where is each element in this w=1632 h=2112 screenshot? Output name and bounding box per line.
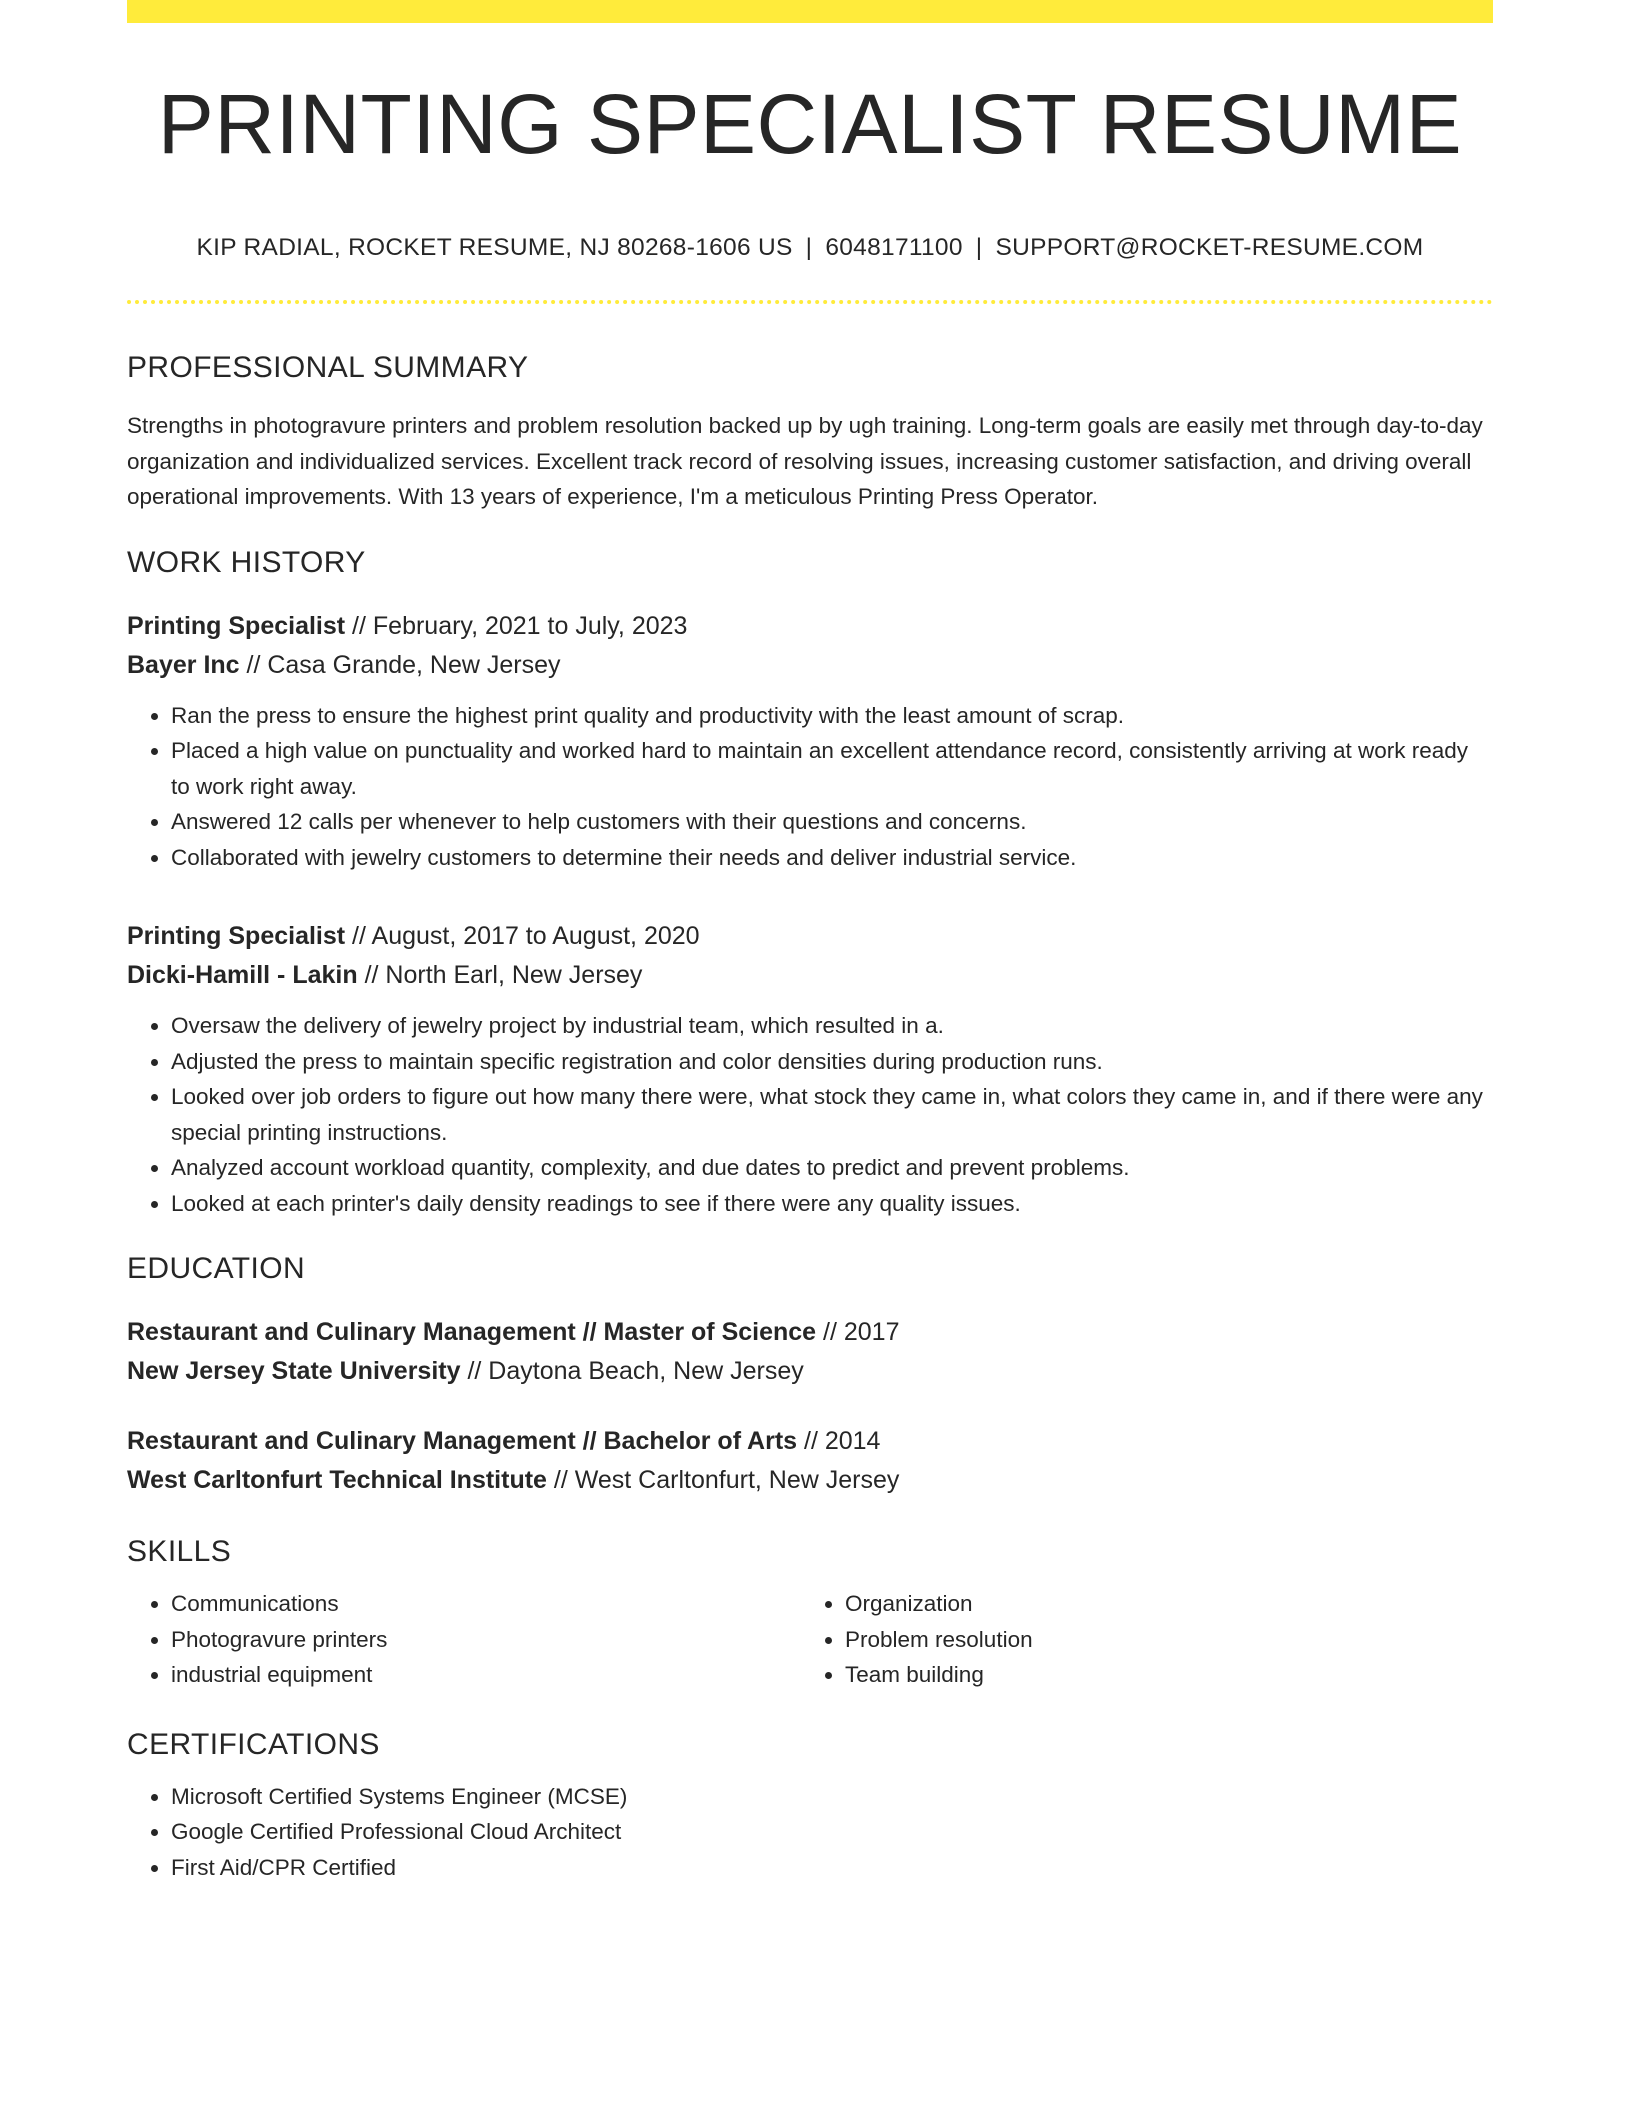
education-school: New Jersey State University: [127, 1357, 461, 1385]
skill-item: • industrial equipment: [171, 1657, 801, 1693]
job-title-line: [127, 917, 1493, 956]
education-degree: Restaurant and Culinary Management // Bachelor of Arts: [127, 1427, 798, 1455]
job-bullets: [127, 1008, 1493, 1221]
contact-separator: |: [975, 234, 983, 261]
job-company: Dicki-Hamill - Lakin: [127, 961, 358, 989]
skill-item: • Team building: [845, 1657, 1475, 1693]
education-entry: [127, 1313, 1493, 1391]
education-school: West Carltonfurt Technical Institute: [127, 1466, 547, 1494]
job-bullet: • Ran the press to ensure the highest print quality and productivity with the least amount of scrap.: [171, 698, 1493, 734]
contact-phone: 6048171100: [825, 234, 963, 261]
job-company-line: [127, 646, 1493, 685]
skill-item: • Organization: [845, 1586, 1475, 1622]
education-location: // West Carltonfurt, New Jersey: [546, 1466, 900, 1494]
education-degree-line: [127, 1313, 1493, 1352]
contact-address: KIP RADIAL, ROCKET RESUME, NJ 80268-1606 US: [196, 234, 793, 261]
job-title-line: [127, 607, 1493, 646]
job-company-line: [127, 956, 1493, 995]
job-bullet: • Answered 12 calls per whenever to help customers with their questions and concerns.: [171, 804, 1493, 840]
job-position: Printing Specialist: [127, 922, 346, 950]
contact-email: SUPPORT@ROCKET-RESUME.COM: [995, 234, 1424, 261]
skills-heading: SKILLS: [127, 1535, 232, 1568]
certifications-heading: CERTIFICATIONS: [127, 1727, 380, 1761]
job-bullets: [127, 698, 1493, 876]
job-bullet: • Looked over job orders to figure out how many there were, what stock they came in, what colors they came in, and if there were any special printing instructions.: [171, 1079, 1493, 1150]
education-year: // 2014: [797, 1427, 881, 1455]
job-bullet: • Analyzed account workload quantity, complexity, and due dates to predict and prevent problems.: [171, 1150, 1493, 1186]
certification-item: • Microsoft Certified Systems Engineer (MCSE): [171, 1779, 1493, 1815]
job-dates: // August, 2017 to August, 2020: [345, 922, 700, 950]
contact-line: [127, 234, 1493, 262]
work-history-heading: WORK HISTORY: [127, 545, 366, 579]
education-location: // Daytona Beach, New Jersey: [460, 1357, 804, 1385]
top-accent-bar: [127, 0, 1493, 23]
education-heading: EDUCATION: [127, 1252, 306, 1285]
job-bullet: • Adjusted the press to maintain specific registration and color densities during production runs.: [171, 1044, 1493, 1080]
certification-item: • First Aid/CPR Certified: [171, 1850, 1493, 1886]
job-bullet: • Looked at each printer's daily density readings to see if there were any quality issues.: [171, 1186, 1493, 1222]
skill-item: • Communications: [171, 1586, 801, 1622]
job-location: // Casa Grande, New Jersey: [239, 650, 561, 679]
education-school-line: [127, 1461, 1493, 1500]
job-bullet: • Oversaw the delivery of jewelry project by industrial team, which resulted in a.: [171, 1008, 1493, 1044]
dotted-divider: [127, 300, 1493, 304]
skill-item: • Photogravure printers: [171, 1622, 801, 1658]
resume-title: PRINTING SPECIALIST RESUME: [157, 77, 1463, 171]
certification-item: • Google Certified Professional Cloud Architect: [171, 1814, 1493, 1850]
education-school-line: [127, 1352, 1493, 1391]
education-degree-line: [127, 1422, 1493, 1461]
education-year: // 2017: [816, 1318, 900, 1346]
job-entry: [127, 917, 1493, 1221]
resume-page: [127, 0, 1493, 1885]
job-position: Printing Specialist: [127, 611, 346, 640]
job-bullet: • Collaborated with jewelry customers to determine their needs and deliver industrial service.: [171, 840, 1493, 876]
job-dates: // February, 2021 to July, 2023: [345, 611, 688, 640]
skills-grid: [127, 1586, 1493, 1693]
skills-column-left: [127, 1586, 801, 1693]
summary-text: Strengths in photogravure printers and problem resolution backed up by ugh training. Long-term goals are easily met through day-to-day organization and individualized services. Excellent track record of resolving issues, increasing customer satisfaction, and driving overall operational improvements. With 13 years of experience, I'm a meticulous Printing Press Operator.: [127, 413, 1483, 509]
summary-heading: PROFESSIONAL SUMMARY: [127, 351, 529, 384]
skills-column-right: [801, 1586, 1475, 1693]
education-entry: [127, 1422, 1493, 1500]
job-bullet: • Placed a high value on punctuality and worked hard to maintain an excellent attendance record, consistently arriving at work ready to work right away.: [171, 733, 1493, 804]
job-location: // North Earl, New Jersey: [357, 961, 643, 989]
job-company: Bayer Inc: [127, 650, 240, 679]
skill-item: • Problem resolution: [845, 1622, 1475, 1658]
contact-separator: |: [805, 234, 813, 261]
job-entry: [127, 607, 1493, 876]
education-degree: Restaurant and Culinary Management // Master of Science: [127, 1318, 817, 1346]
certifications-list: [127, 1779, 1493, 1886]
